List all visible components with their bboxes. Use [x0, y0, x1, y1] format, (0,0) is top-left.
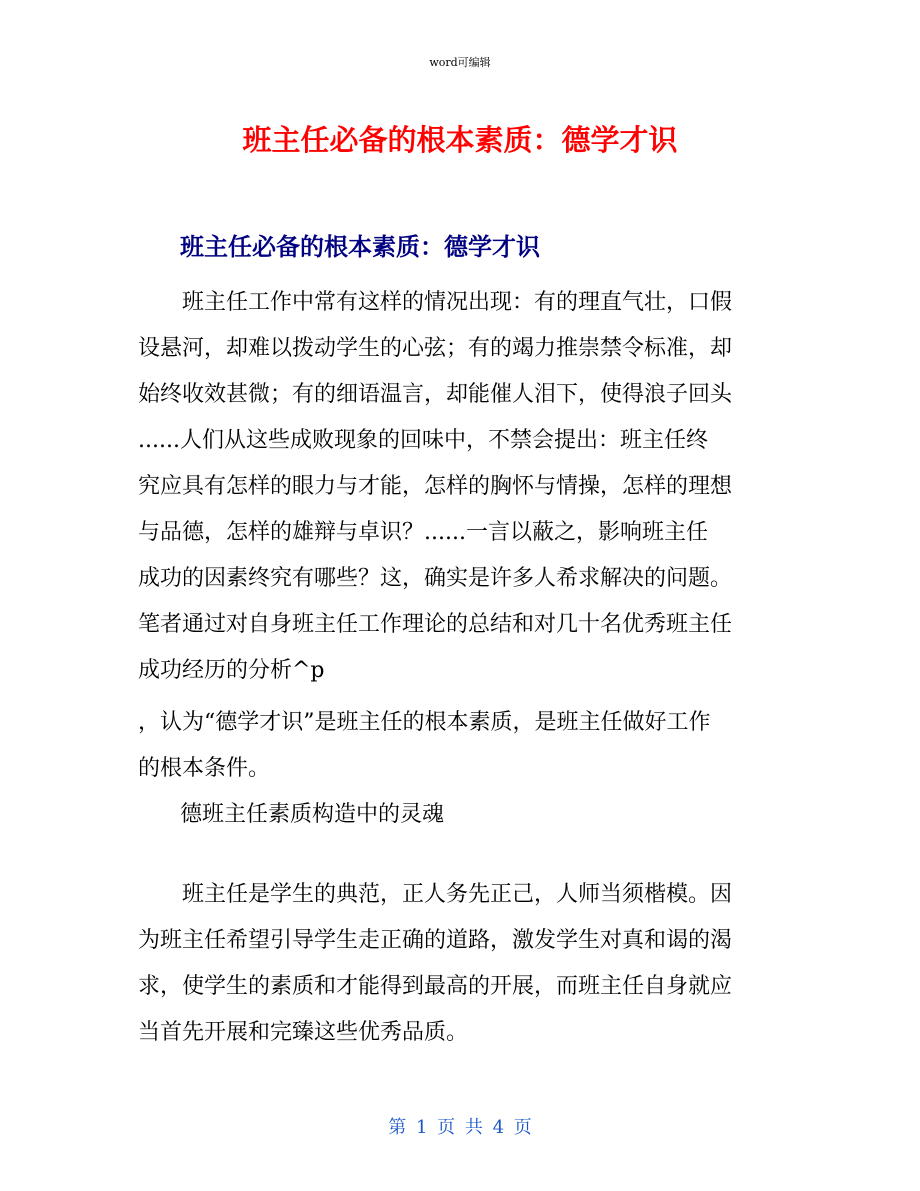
page-footer: 第 1 页 共 4 页 — [388, 1117, 532, 1138]
paragraph-line: 当首先开展和完臻这些优秀品质。 — [138, 1020, 469, 1045]
paragraph-line: 笔者通过对自身班主任工作理论的总结和对几十名优秀班主任 — [138, 612, 733, 637]
sub-title: 班主任必备的根本素质：德学才识 — [180, 233, 540, 261]
main-title: 班主任必备的根本素质：德学才识 — [242, 123, 678, 157]
paragraph-line: ......人们从这些成败现象的回味中，不禁会提出：班主任终 — [138, 428, 708, 453]
paragraph-line: 班主任工作中常有这样的情况出现：有的理直气壮，口假 — [138, 290, 733, 315]
section-heading: 德班主任素质构造中的灵魂 — [180, 802, 445, 827]
paragraph-line: 究应具有怎样的眼力与才能，怎样的胸怀与情操，怎样的理想 — [138, 474, 733, 499]
paragraph-teacher-model — [138, 872, 788, 1056]
paragraph-intro — [138, 280, 788, 694]
paragraph-line: 为班主任希望引导学生走正确的道路，激发学生对真和谒的渴 — [138, 928, 733, 953]
paragraph-line: 始终收效甚微；有的细语温言，却能催人泪下，使得浪子回头 — [138, 382, 733, 407]
paragraph-line: 的根本条件。 — [138, 756, 271, 781]
paragraph-conclusion — [138, 700, 788, 792]
paragraph-line: 成功经历的分析^p — [138, 658, 325, 683]
page-header: word可编辑 — [429, 56, 491, 69]
paragraph-line: 求，使学生的素质和才能得到最高的开展，而班主任自身就应 — [138, 974, 733, 999]
paragraph-line: 设悬河，却难以拨动学生的心弦；有的竭力推崇禁令标准，却 — [138, 336, 733, 361]
paragraph-line: 班主任是学生的典范，正人务先正己，人师当须楷模。因 — [138, 882, 733, 907]
paragraph-line: 与品德，怎样的雄辩与卓识？......一言以蔽之，影响班主任 — [138, 520, 708, 545]
paragraph-line: 成功的因素终究有哪些？这，确实是许多人希求解决的问题。 — [138, 566, 733, 591]
paragraph-line: ，认为“德学才识”是班主任的根本素质，是班主任做好工作 — [138, 710, 711, 735]
